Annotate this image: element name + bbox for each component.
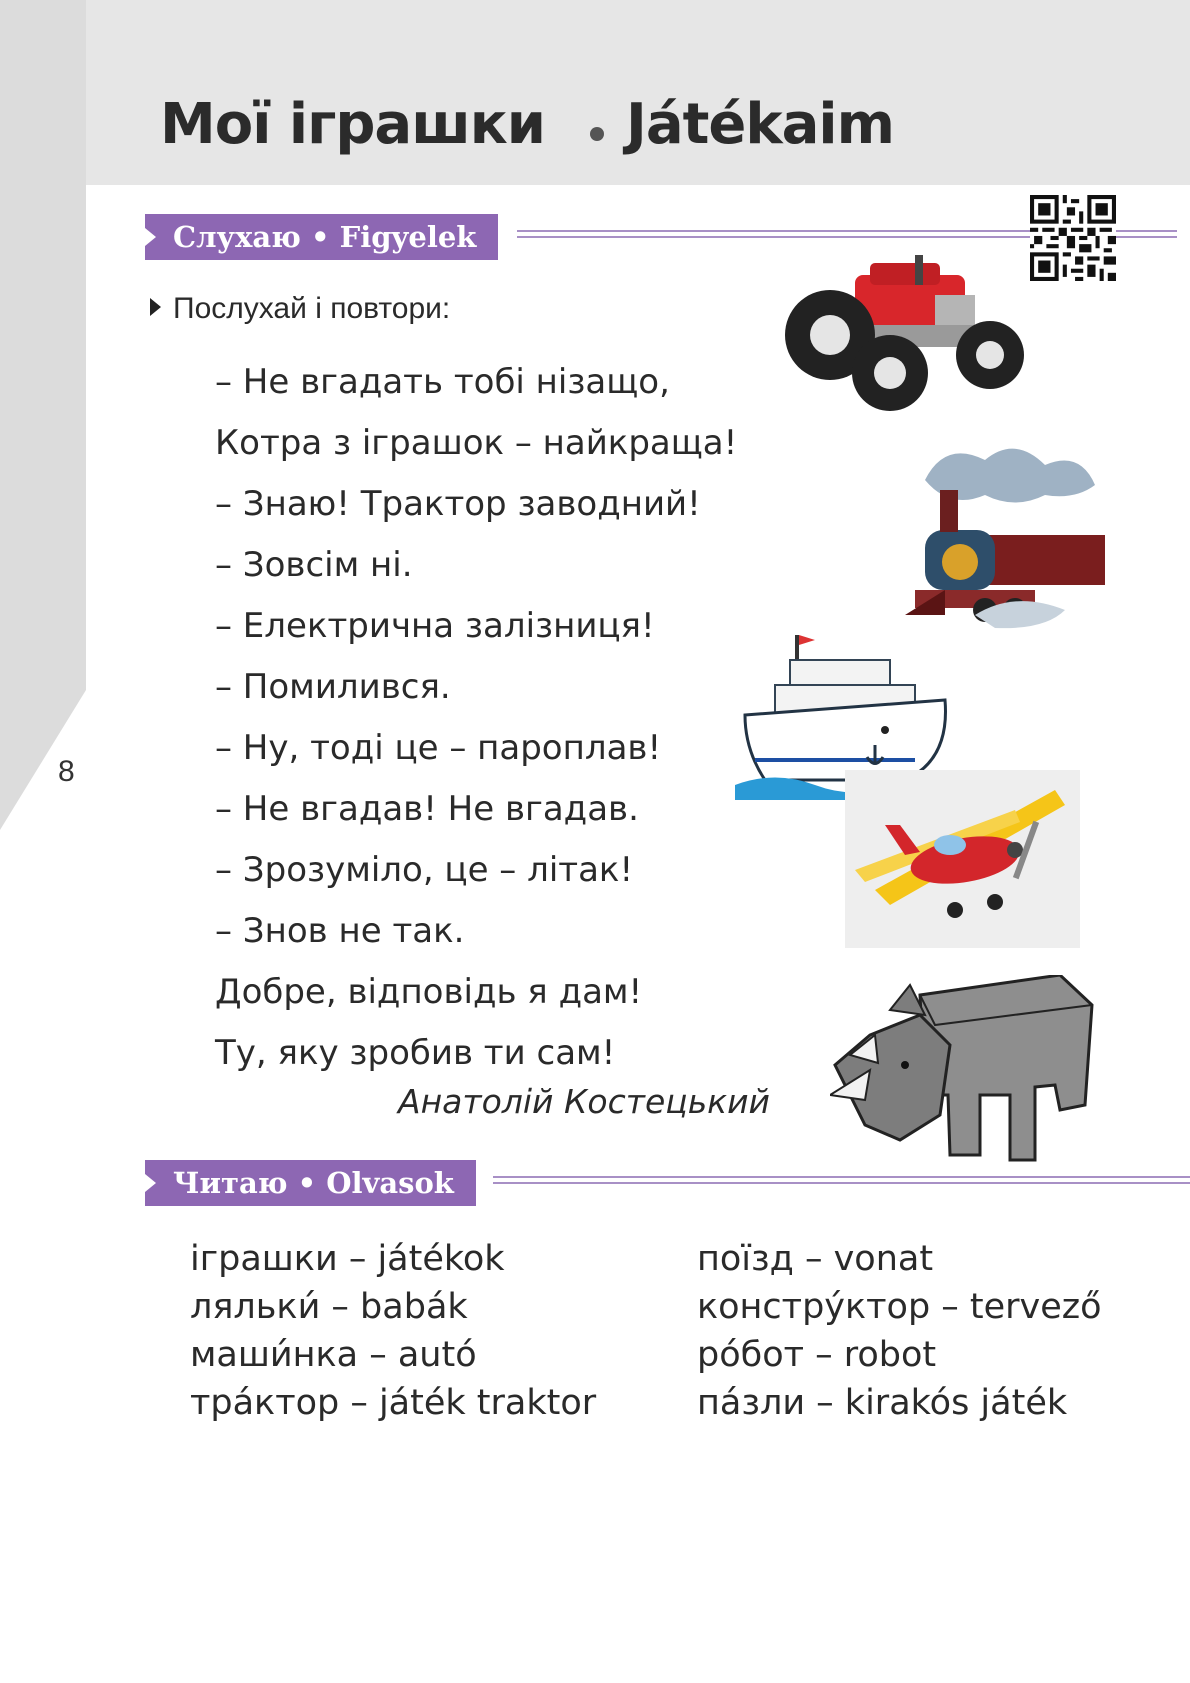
vocab-item: констру́ктор – tervező bbox=[697, 1287, 1102, 1327]
vocab-item: поїзд – vonat bbox=[697, 1239, 934, 1279]
tractor-illustration bbox=[785, 255, 1025, 430]
train-illustration bbox=[905, 440, 1120, 640]
vocab-list-left bbox=[190, 1235, 596, 1427]
vocab-item: ляльки́ – babák bbox=[190, 1287, 468, 1327]
poem-line: Добре, відповідь я дам! bbox=[215, 972, 643, 1012]
vocab-item: маши́нка – autó bbox=[190, 1335, 477, 1375]
poem-line: – Знаю! Трактор заводний! bbox=[215, 484, 701, 524]
page-number: 8 bbox=[58, 755, 75, 788]
poem-line: – Знов не так. bbox=[215, 911, 465, 951]
airplane-illustration bbox=[845, 770, 1080, 948]
side-tab bbox=[0, 0, 86, 830]
vocab-item: па́зли – kirakós játék bbox=[697, 1383, 1068, 1423]
poem-line: – Зрозуміло, це – літак! bbox=[215, 850, 634, 890]
page-title-ukrainian: Мої іграшки bbox=[160, 92, 545, 157]
title-separator-dot bbox=[590, 127, 604, 141]
vocab-item: тра́ктор – játék traktor bbox=[190, 1383, 597, 1423]
poem-line: – Ну, тоді це – пароплав! bbox=[215, 728, 662, 768]
poem-line: – Не вгадав! Не вгадав. bbox=[215, 789, 639, 829]
instruction bbox=[150, 292, 450, 326]
section-rule bbox=[493, 1176, 1190, 1184]
vocab-item: іграшки – játékok bbox=[190, 1239, 505, 1279]
poem-line: Ту, яку зробив ти сам! bbox=[215, 1033, 616, 1073]
poem bbox=[215, 352, 775, 1084]
poem-line: – Електрична залізниця! bbox=[215, 606, 655, 646]
instruction-text: Послухай і повтори: bbox=[173, 292, 451, 325]
poem-line: – Не вгадать тобі нізащо, bbox=[215, 362, 670, 402]
poem-line: – Помилився. bbox=[215, 667, 451, 707]
page-title-hungarian: Játékaim bbox=[626, 92, 894, 157]
qr-code-icon[interactable] bbox=[1030, 195, 1116, 281]
vocab-list-right bbox=[697, 1235, 1102, 1427]
paper-rhino-illustration bbox=[830, 975, 1100, 1165]
poem-line: Котра з іграшок – найкраща! bbox=[215, 423, 738, 463]
poem-author: Анатолій Костецький bbox=[398, 1082, 771, 1121]
poem-line: – Зовсім ні. bbox=[215, 545, 413, 585]
bullet-triangle-icon bbox=[150, 298, 161, 316]
vocab-item: ро́бот – robot bbox=[697, 1335, 937, 1375]
read-section-label: Читаю • Olvasok bbox=[145, 1160, 476, 1206]
listen-section-label: Слухаю • Figyelek bbox=[145, 214, 498, 260]
